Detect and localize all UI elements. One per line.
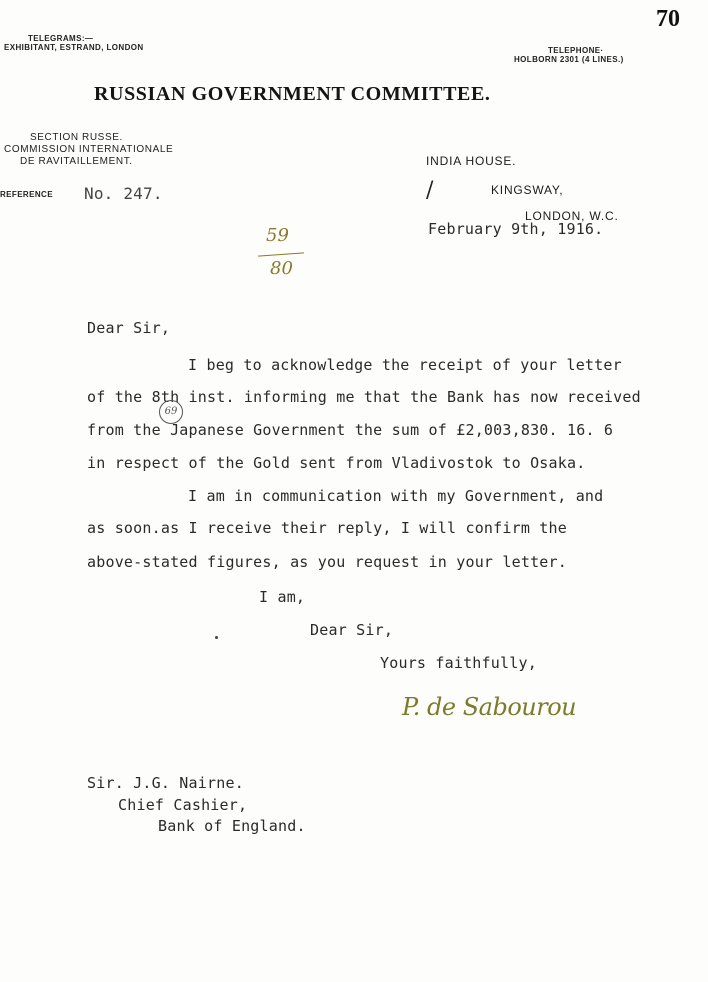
closing-dear-sir: Dear Sir,: [310, 621, 394, 639]
address-line-3: LONDON, W.C.: [525, 209, 619, 223]
body-line-3: from the Japanese Government the sum of £2,003,830. 16. 6: [87, 421, 614, 439]
section-line-1: SECTION RUSSE.: [30, 132, 123, 143]
letter-date: February 9th, 1916.: [428, 220, 604, 238]
stray-mark: [215, 636, 218, 639]
address-line-2: KINGSWAY,: [491, 183, 564, 197]
body-line-2: of the 8th inst. informing me that the Bank has now received: [87, 388, 641, 406]
fraction-line: [258, 252, 304, 256]
recipient-institution: Bank of England.: [158, 817, 306, 835]
letterhead-title: RUSSIAN GOVERNMENT COMMITTEE.: [94, 83, 491, 105]
telephone-label: TELEPHONE·: [548, 46, 604, 55]
telephone-number: HOLBORN 2301 (4 LINES.): [514, 55, 624, 64]
signature: P. de Sabourou: [402, 693, 577, 721]
slash-mark: /: [426, 178, 434, 203]
reference-number: No. 247.: [84, 184, 163, 203]
body-line-1: I beg to acknowledge the receipt of your letter: [188, 356, 622, 374]
body-line-7: above-stated figures, as you request in your letter.: [87, 553, 567, 571]
telegrams-label: TELEGRAMS:—: [28, 34, 94, 43]
body-line-5: I am in communication with my Government, and: [188, 487, 604, 505]
fraction-denominator: 80: [270, 258, 293, 279]
salutation: Dear Sir,: [87, 319, 171, 337]
circled-number: 69: [159, 400, 183, 424]
body-line-6: as soon.as I receive their reply, I will confirm the: [87, 519, 567, 537]
closing-i-am: I am,: [259, 588, 306, 606]
section-line-2: COMMISSION INTERNATIONALE: [4, 144, 174, 155]
recipient-name: Sir. J.G. Nairne.: [87, 774, 244, 792]
fraction-numerator: 59: [266, 225, 289, 246]
body-line-4: in respect of the Gold sent from Vladivostok to Osaka.: [87, 454, 586, 472]
section-line-3: DE RAVITAILLEMENT.: [20, 156, 133, 167]
reference-label: REFERENCE: [0, 190, 53, 199]
closing-yours-faithfully: Yours faithfully,: [380, 654, 537, 672]
recipient-title: Chief Cashier,: [118, 796, 248, 814]
address-line-1: INDIA HOUSE.: [426, 154, 517, 168]
telegrams-address: EXHIBITANT, ESTRAND, LONDON: [4, 43, 144, 52]
folio-number: 70: [656, 6, 680, 32]
